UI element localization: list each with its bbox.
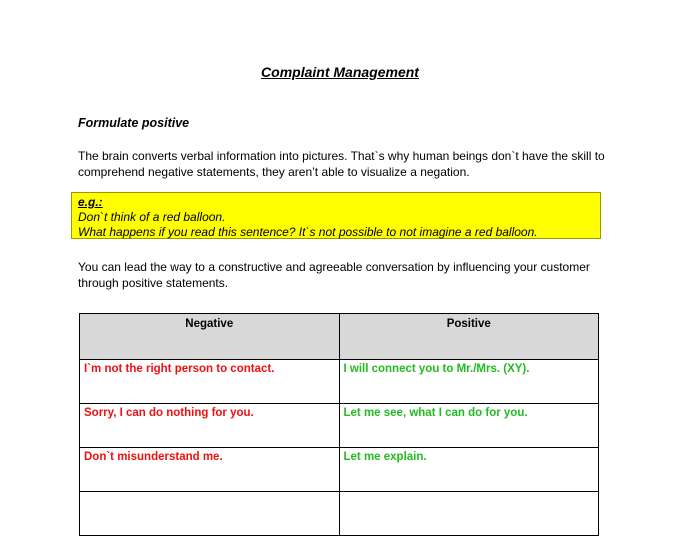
header-positive: Positive xyxy=(339,314,599,360)
example-box xyxy=(71,192,601,239)
comparison-table xyxy=(79,313,599,536)
document-title: Complaint Management xyxy=(261,64,419,80)
negative-cell: Sorry, I can do nothing for you. xyxy=(80,404,340,448)
table-row xyxy=(80,404,599,448)
table-row xyxy=(80,360,599,404)
lead-paragraph: You can lead the way to a constructive and agreeable conversation by influencing your customer through positive statements. xyxy=(78,260,590,290)
positive-cell xyxy=(339,492,599,536)
positive-cell: I will connect you to Mr./Mrs. (XY). xyxy=(339,360,599,404)
table-row xyxy=(80,492,599,536)
negative-cell xyxy=(80,492,340,536)
table-row xyxy=(80,448,599,492)
table-header-row xyxy=(80,314,599,360)
positive-cell: Let me explain. xyxy=(339,448,599,492)
intro-paragraph: The brain converts verbal information into pictures. That`s why human beings don`t have the skill to comprehend negative statements, they aren’t able to visualize a negation. xyxy=(78,149,605,179)
negative-cell: Don`t misunderstand me. xyxy=(80,448,340,492)
header-negative: Negative xyxy=(80,314,340,360)
example-label: e.g.: xyxy=(78,195,103,209)
negative-cell: I`m not the right person to contact. xyxy=(80,360,340,404)
example-line-2: What happens if you read this sentence? It`s not possible to not imagine a red balloon. xyxy=(78,225,538,239)
example-line-1: Don`t think of a red balloon. xyxy=(78,210,226,224)
section-heading: Formulate positive xyxy=(78,116,190,130)
positive-cell: Let me see, what I can do for you. xyxy=(339,404,599,448)
